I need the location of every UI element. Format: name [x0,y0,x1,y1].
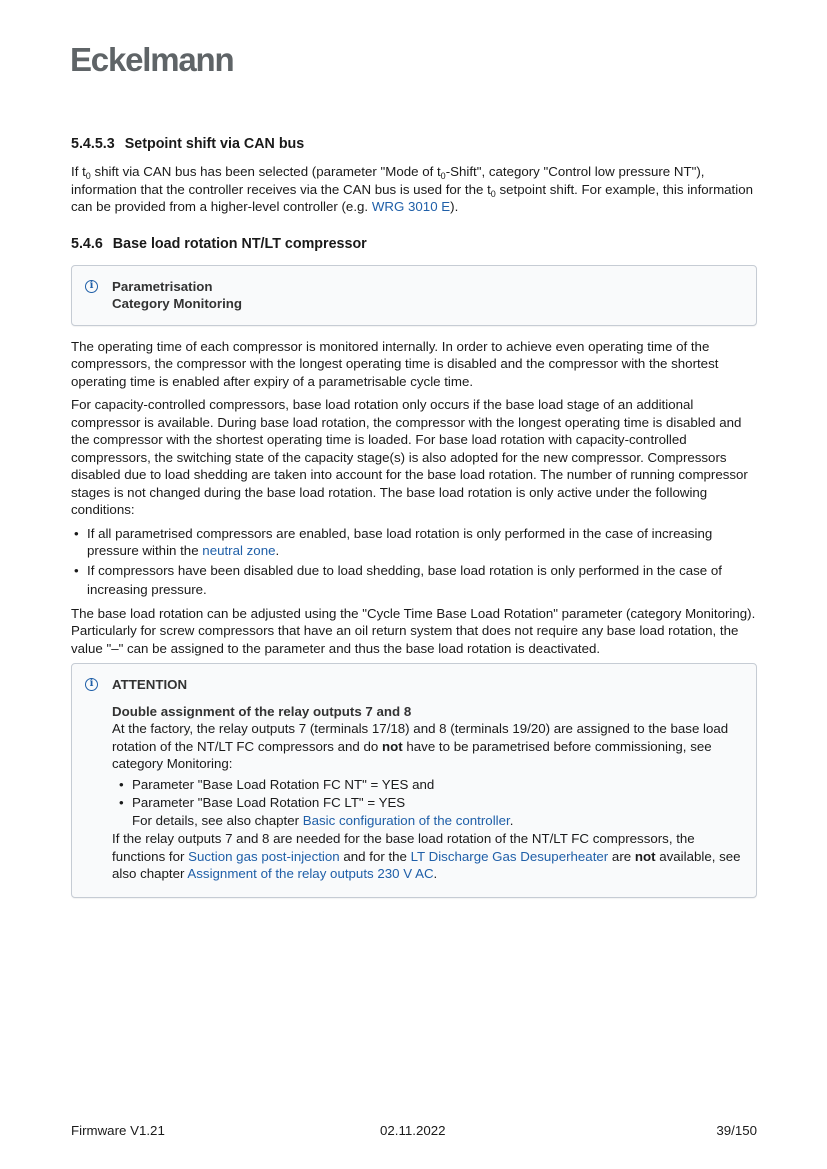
list-item: • If compressors have been disabled due to load shedding, base load rotation is only performed in the case of increasing pressure. [87,561,757,599]
text: are [608,848,635,864]
link-lt-discharge-gas-desuperheater[interactable]: LT Discharge Gas Desuperheater [410,848,609,864]
emphasis: not [382,738,403,754]
subscript: 0 [85,171,91,181]
text: and for the [339,848,411,864]
text: have to be parametrised before commissioning, see category Monitoring: [112,738,712,771]
subscript: 0 [490,188,496,199]
text: . [433,866,438,881]
link-relay-outputs-230v[interactable]: Assignment of the relay outputs 230 V AC [187,866,434,881]
text: ). [450,199,459,214]
info-icon: i [85,280,98,293]
info-line-2: Category Monitoring [112,296,243,311]
emphasis: not [634,848,656,864]
list-item [132,794,742,829]
text: setpoint shift. For example, this information can be provided from a higher-level controller (e.g. [71,181,753,214]
footer-page-number: 39/150 [716,1123,757,1138]
paragraph-capacity-controlled: For capacity-controlled compressors, base load rotation only occurs if the base load stage of an additional compressor is available. During base load rotation, the compressor with the longest operating time is disabled and the compressor with the shortest operating time is loaded. For base load rotation with capacity-controlled compressors, the switching state of the capacity stage(s) is also adopted for the new compressor. Compressors disabled due to load shedding are taken into account for the base load rotation. The number of running compressor stages is not changed during the base load rotation. The base load rotation is only active under the following conditions: [71,397,748,517]
paragraph-operating-time: The operating time of each compressor is monitored internally. In order to achieve even operating time of the compressors, the compressor with the longest operating time is disabled and the compressor with the shortest operating time is enabled after expiry of a parametrisable cycle time. [71,338,719,389]
subscript: 0 [440,171,446,181]
section-title: Base load rotation NT/LT compressor [112,235,367,252]
section-title: Setpoint shift via CAN bus [124,136,305,152]
section-heading-base-load-rotation [71,235,757,253]
section-number: 5.4.6 [71,235,103,252]
attention-subheading: Double assignment of the relay outputs 7 and 8 [112,703,412,719]
eckelmann-logo: Eckelmann [70,41,234,78]
text: For details, see also chapter [132,812,303,828]
list-item: • Parameter "Base Load Rotation FC NT" = YES and [132,776,742,794]
text: shift via CAN bus has been selected (parameter "Mode of t [90,164,441,179]
page-content [71,135,757,898]
list-item [87,525,757,560]
attention-list [112,776,742,830]
section-number: 5.4.5.3 [71,136,115,152]
text: If all parametrised compressors are enabled, base load rotation is only performed in the case of increasing pressure within the [87,525,713,558]
link-neutral-zone[interactable]: neutral zone [202,543,276,558]
info-line-1: Parametrisation [112,278,213,294]
text: available, see also chapter [112,848,741,881]
text: . [509,812,514,828]
footer-date: 02.11.2022 [380,1123,446,1138]
footer-firmware: Firmware V1.21 [71,1123,165,1138]
info-icon: i [85,678,98,691]
link-basic-configuration[interactable]: Basic configuration of the controller [302,812,510,828]
link-suction-gas-post-injection[interactable]: Suction gas post-injection [188,848,340,864]
text: At the factory, the relay outputs 7 (terminals 17/18) and 8 (terminals 19/20) are assigned to the base load rotation of the NT/LT FC compressors and do [112,721,729,754]
section-heading-setpoint-shift [71,135,757,153]
text: If t [71,164,86,179]
setpoint-shift-paragraph [71,163,757,216]
parametrisation-info-box [71,265,757,326]
attention-text-1 [112,720,742,773]
conditions-list [71,525,757,599]
text: . [275,543,280,558]
paragraph-cycle-time: The base load rotation can be adjusted using the "Cycle Time Base Load Rotation" parameter (category Monitoring). Particularly for screw compressors that have an oil return system that does not require any base load rotation, the value "–" can be assigned to the parameter and thus the base load rotation is deactivated. [71,605,756,656]
attention-text-2 [112,830,742,883]
text: If the relay outputs 7 and 8 are needed for the base load rotation of the NT/LT FC compressors, the functions for [112,831,695,864]
link-wrg-3010-e[interactable]: WRG 3010 E [371,199,451,214]
text: -Shift", category "Control low pressure NT"), information that the controller receives via the CAN bus is used for the t [71,164,705,197]
attention-heading: ATTENTION [112,677,188,692]
attention-box [71,663,757,898]
text: Parameter "Base Load Rotation FC LT" = YES [132,795,406,810]
